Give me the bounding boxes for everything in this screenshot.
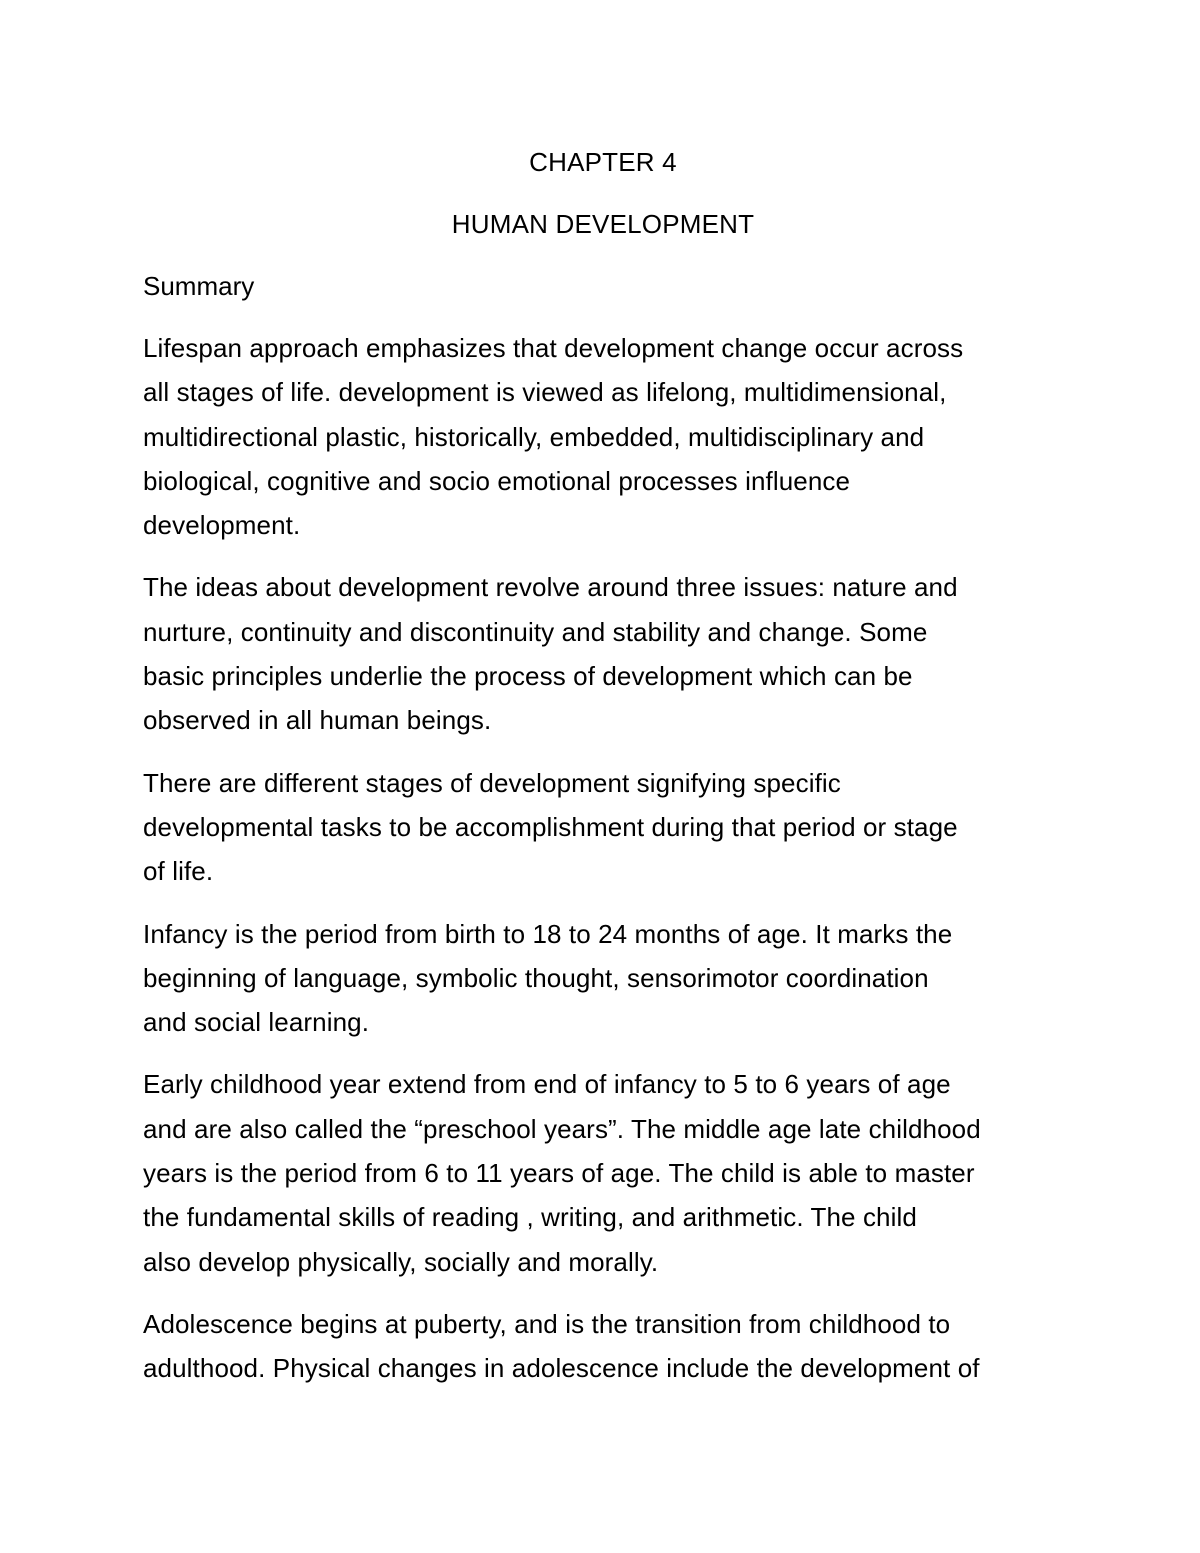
paragraph-issues	[143, 565, 1063, 742]
text-line: adulthood. Physical changes in adolescence include the development of	[143, 1353, 980, 1384]
text-line: basic principles underlie the process of development which can be	[143, 661, 913, 692]
chapter-heading: CHAPTER 4	[529, 147, 677, 177]
text-line: Infancy is the period from birth to 18 to 24 months of age. It marks the	[143, 918, 953, 949]
text-line: The ideas about development revolve around three issues: nature and	[143, 572, 958, 603]
paragraph-adolescence	[143, 1302, 1063, 1391]
document-body	[143, 140, 1063, 1409]
text-line: of life.	[143, 856, 214, 887]
text-line: observed in all human beings.	[143, 705, 492, 736]
text-line: biological, cognitive and socio emotional processes influence	[143, 465, 851, 496]
text-line: beginning of language, symbolic thought, sensorimotor coordination	[143, 962, 929, 993]
text-line: There are different stages of development signifying specific	[143, 767, 841, 798]
text-line: all stages of life. development is viewed as lifelong, multidimensional,	[143, 377, 947, 408]
chapter-title: HUMAN DEVELOPMENT	[451, 209, 755, 239]
paragraph-early-childhood	[143, 1062, 1063, 1283]
text-line: developmental tasks to be accomplishment during that period or stage	[143, 811, 958, 842]
text-line: development.	[143, 510, 301, 541]
text-line: nurture, continuity and discontinuity and stability and change. Some	[143, 616, 928, 647]
paragraph-lifespan	[143, 326, 1063, 547]
text-line: Early childhood year extend from end of infancy to 5 to 6 years of age	[143, 1069, 951, 1100]
text-line: and social learning.	[143, 1007, 370, 1038]
text-line: the fundamental skills of reading , writing, and arithmetic. The child	[143, 1202, 917, 1233]
section-label: Summary	[143, 271, 255, 301]
paragraph-stages	[143, 761, 1063, 894]
text-line: years is the period from 6 to 11 years of age. The child is able to master	[143, 1158, 975, 1189]
text-line: also develop physically, socially and morally.	[143, 1246, 659, 1277]
text-line: Lifespan approach emphasizes that development change occur across	[143, 333, 964, 363]
text-line: and are also called the “preschool years”. The middle age late childhood	[143, 1113, 981, 1144]
text-line: Adolescence begins at puberty, and is the transition from childhood to	[143, 1308, 951, 1339]
paragraph-infancy	[143, 912, 1063, 1045]
text-line: multidirectional plastic, historically, embedded, multidisciplinary and	[143, 421, 925, 452]
